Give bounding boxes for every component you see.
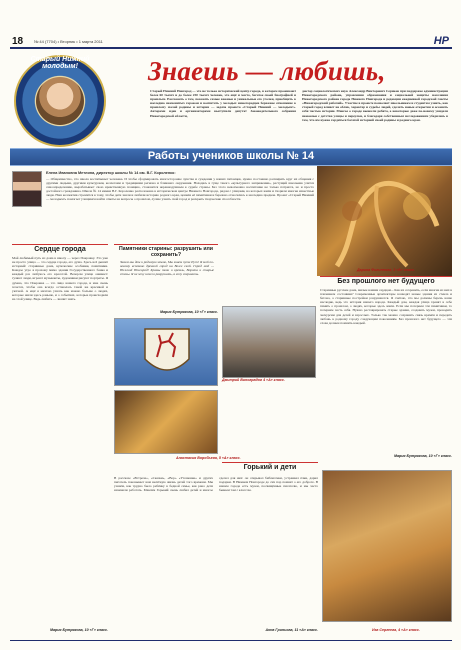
- issue-line: № 44 (7704) • Вторник • 1 марта 2011: [34, 39, 103, 44]
- lead-column-2: доктор социологических наук Александр Викторович Сериков при поддержке администрации Нижегородского района, управления образования и социальной защиты населения Нижегородского района города Нижнего Новгорода и редакции ежедневной городской газеты «Нижегородский рабочий». Участие в проекте позволяет школьникам и студентам узнать, как старый город влияет на облик, характер и судьбы людей, сделать новые открытия и осознать себя частью истории. Многое о городе вынесли ребята, а некоторые даже по-новому увидели знакомые с детства улицы и переулки, и благодаря собственным исследованиям убедились в том, что им нужно гордиться богатой историей своей родины и родного края.: [302, 89, 448, 122]
- director-text: — Общеизвестно, что школа воспитывает человека. И чтобы сформировать многосторонне чувства и суждения у наших питомцев, нужно постоянно расширять круг их общения с другими людьми, другими культурами, коллегами и традициями региона и ближнего окружения. Находясь в гуще такого «культурного напряжения», растущий школьник учится самоопределению, вырабатывает свою нравственную позицию, становится неравнодушным к судьбе страны. Без этого невозможно воспитание не только патриота, но и просто достойного гражданина. Школа № 14 имени В.Г. Короленко расположена в историческом центре Нижнего Новгорода, рядом с улицами, на которых жили и творили многие известные люди. Наш коллектив стремится к тому, чтобы дети знали и любили историю родного края, ценили её памятники и бережно относились к наследию предков. Проект «Старый Нижний — молодым!» помогает учащимся найти ответы на вопросы о прошлом, лучше узнать свой город и раскрыть творческие способности.: [46, 177, 314, 202]
- director-photo: [12, 171, 42, 207]
- col2-author: Мария Бутрякова, 10 «Г» класс.: [159, 310, 218, 314]
- director-caption: Елена Ивановна Метлина, директор школы № 14 им. В.Г. Короленко:: [46, 171, 176, 175]
- gorky-text: В рассказе «Встреча», «Сказки», «Вор» «Утешение» и других писатель показывает нам нелёгкую жизнь детей того времени. Мы узнаём, как трудно было ребёнку в бедной семье, как рано дети начинали работать. Максим Горький очень любил детей и многое сделал для них: он открывал библиотеки, устраивал ёлки, дарил подарки. В Нижнем Новгороде до сих пор помнят о его доброте. В нашем городе есть музеи, посвящённые писателю, и мы часто бываем там с классом.: [114, 476, 318, 493]
- bottom-right-artwork: [322, 470, 452, 622]
- col3-title: Без прошлого нет будущего: [337, 278, 435, 285]
- tree-artwork: [317, 166, 452, 276]
- col2-poem: Знаем мы дом и родимую землю, Мы знаем пути Руси! Я мой по-новому вспомню древний город на Волге свой. Город мой — Нижний Новгород! Храмы твои и кремль, Ворота и старые стены. Я не хочу ничего разрушать, я хочу сохранить.: [120, 260, 214, 277]
- brand-logo: НР: [433, 35, 449, 47]
- col3-author: Мария Бутрякова, 10 «Г» класс.: [393, 454, 452, 458]
- col2-title: Памятники старины: разрушить или сохранить?: [118, 246, 213, 258]
- logo-text: Старый Нижний молодым!: [30, 56, 90, 70]
- page-number: 18: [12, 36, 24, 47]
- col3-rule: [320, 276, 452, 277]
- lead-column-1: Старый Нижний Новгород — это не только исторический центр города, в котором проживают более 60 тысяч и до более 250 тысяч человек, это ещё и место, богатое своей биографией и прошлым. Рассказать о том, показать самые важные и уникальные его уголки, приобщить к наследию знаменитых горожан и воспитать у молодых нижегородцев бережное отношение к прошлому малой родины и истории — задача проекта «Старый Нижний — молодым!». Авторами идеи и организаторами выступили депутат Законодательного собрания Нижегородской области,: [150, 89, 296, 118]
- tree-artwork-drawing: [317, 166, 452, 276]
- gorky-title: Горький и дети: [243, 464, 297, 471]
- col1-text: Мой любимый путь из дома в школу — через Покровку. Это уже не просто улица — это сердце города, его душа. Здесь всё дышит историей: старинные дома, купеческие особняки, памятники. Каждое утро я прохожу мимо здания Государственного банка и каждый раз любуюсь его красотой. Вечером улица оживает: гуляют люди, играют музыканты, художники рисуют портреты. Я думаю, что Покровка — это лицо нашего города, и мне очень хочется, чтобы она всегда оставалась такой же красивой и уютной. А ещё я мечтаю узнать как можно больше о людях, которые жили здесь раньше, и о событиях, которые происходили на этой улице. Ведь любить — значит знать.: [12, 256, 108, 301]
- bottom-right-caption: Иза Сергеева, 4 «А» класс.: [372, 628, 420, 632]
- footer-rule: [10, 640, 452, 641]
- gorky-author: Анна Гриньова, 11 «А» класс.: [265, 628, 318, 632]
- col1-author: Мария Бутрякова, 10 «Г» класс.: [49, 628, 108, 632]
- gorky-rule: [222, 462, 318, 463]
- col1-rule: [12, 244, 108, 245]
- coat-of-arms-artwork: [114, 318, 218, 386]
- section-banner-title: Работы учеников школы № 14: [147, 150, 315, 162]
- col2-rule: [114, 244, 218, 245]
- deer-icon: [115, 319, 219, 387]
- logo-portrait-icon: [36, 77, 84, 125]
- gift-artwork: [114, 390, 218, 454]
- children-photo: [222, 306, 316, 378]
- header-rule: [10, 47, 452, 49]
- gift-artwork-caption: Анастасия Воробьева, 5 «А» класс.: [176, 456, 241, 460]
- headline: Знаешь — любишь,: [148, 56, 386, 86]
- tree-artwork-caption: Дарина Филиппова, 3 «Б» класс.: [357, 268, 415, 272]
- col3-text: Старинные русские дома, милые нашим сердцам... Как их сохранить, если многие из них в плачевном состоянии? Современные архитекторы возводят новые здания из стекла и бетона, а старинные постройки разрушаются. Я считаю, что мы должны беречь наше наследие, ведь это история нашего народа. Каждый дом, каждая улица хранят в себе память о прошлом, о людях, которые здесь жили. Если мы потеряем эти памятники, то потеряем часть себя. Нужно реставрировать старые здания, создавать музеи, проводить экскурсии для детей и взрослых. Только так можно сохранить связь времён и передать любовь к родному городу следующим поколениям. Без прошлого нет будущего — эти слова должен помнить каждый.: [320, 288, 452, 325]
- col1-title: Сердце города: [34, 246, 86, 253]
- coat-of-arms-caption: Дмитрий Виноградов 4 «А» класс.: [222, 378, 285, 382]
